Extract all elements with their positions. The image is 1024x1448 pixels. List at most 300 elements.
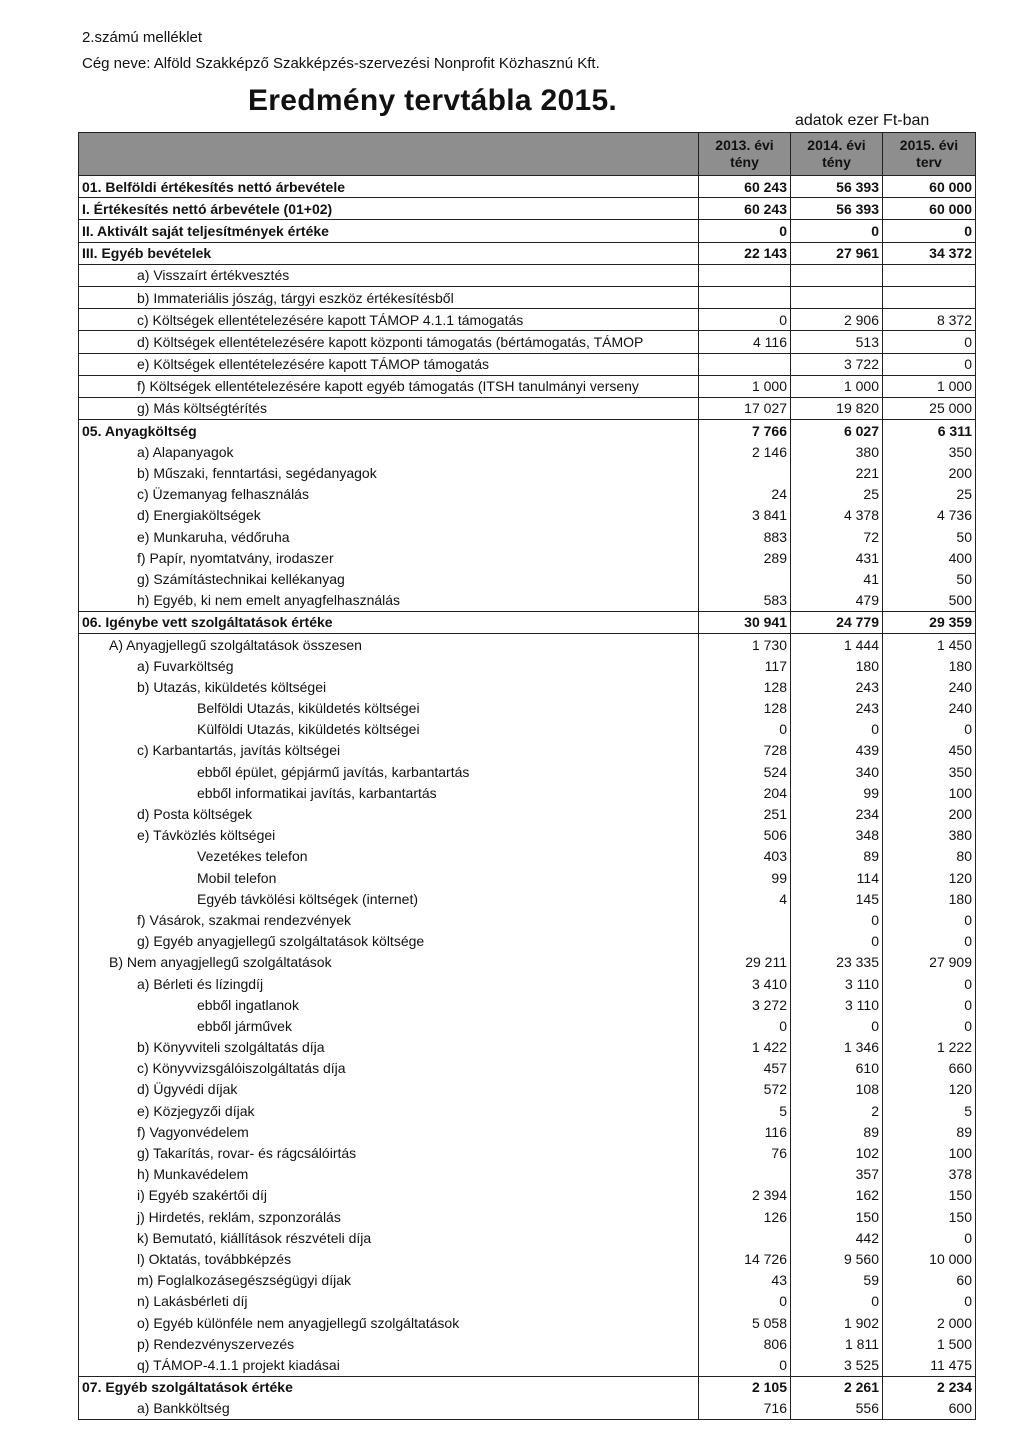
value-2015: 120 [883, 867, 976, 888]
value-2013: 5 058 [699, 1312, 791, 1333]
value-2014: 439 [791, 740, 883, 761]
table-row [79, 242, 976, 264]
value-2015: 660 [883, 1058, 976, 1079]
value-2015: 240 [883, 698, 976, 719]
table-row [79, 1398, 976, 1420]
value-2013: 4 [699, 888, 791, 909]
value-2013: 251 [699, 803, 791, 824]
table-row [79, 1227, 976, 1248]
table-row [79, 782, 976, 803]
value-2013: 43 [699, 1270, 791, 1291]
value-2015: 2 000 [883, 1312, 976, 1333]
result-plan-table [78, 132, 976, 1420]
table-row [79, 633, 976, 655]
col-header-2015-year: 2015. évi [899, 137, 959, 153]
value-2013: 30 941 [699, 611, 791, 633]
table-row [79, 719, 976, 740]
table-row [79, 353, 976, 375]
value-2015: 80 [883, 846, 976, 867]
value-2014: 0 [791, 909, 883, 930]
value-2015: 4 736 [883, 505, 976, 526]
value-2015: 1 500 [883, 1333, 976, 1354]
value-2015: 0 [883, 353, 976, 375]
table-row [79, 309, 976, 331]
value-2014: 1 000 [791, 375, 883, 397]
value-2014: 513 [791, 331, 883, 353]
row-label: d) Posta költségek [79, 803, 699, 824]
row-label: a) Alapanyagok [79, 441, 699, 462]
value-2015: 0 [883, 973, 976, 994]
value-2014: 3 110 [791, 973, 883, 994]
value-2014: 180 [791, 655, 883, 676]
table-row [79, 952, 976, 973]
table-row [79, 1142, 976, 1163]
value-2013 [699, 286, 791, 308]
row-label: g) Takarítás, rovar- és rágcsálóirtás [79, 1142, 699, 1163]
value-2013: 806 [699, 1333, 791, 1354]
col-header-2015 [883, 133, 976, 176]
value-2014: 442 [791, 1227, 883, 1248]
row-label: h) Munkavédelem [79, 1164, 699, 1185]
value-2013: 3 272 [699, 994, 791, 1015]
row-label: g) Egyéb anyagjellegű szolgáltatások költsége [79, 931, 699, 952]
row-label: Egyéb távkölési költségek (internet) [79, 888, 699, 909]
table-row [79, 1079, 976, 1100]
value-2014: 99 [791, 782, 883, 803]
value-2013 [699, 931, 791, 952]
value-2014: 2 [791, 1100, 883, 1121]
table-row [79, 803, 976, 824]
value-2013: 3 841 [699, 505, 791, 526]
row-label: e) Távközlés költségei [79, 825, 699, 846]
value-2014: 56 393 [791, 176, 883, 198]
table-row [79, 375, 976, 397]
value-2013: 2 146 [699, 441, 791, 462]
table-row [79, 505, 976, 526]
value-2015: 50 [883, 568, 976, 589]
value-2013: 883 [699, 526, 791, 547]
value-2015: 450 [883, 740, 976, 761]
table-row [79, 397, 976, 419]
row-label: b) Könyvviteli szolgáltatás díja [79, 1037, 699, 1058]
row-label: Belföldi Utazás, kiküldetés költségei [79, 698, 699, 719]
value-2013: 128 [699, 676, 791, 697]
value-2014: 3 722 [791, 353, 883, 375]
row-label: ebből informatikai javítás, karbantartás [79, 782, 699, 803]
value-2015: 29 359 [883, 611, 976, 633]
value-2015: 350 [883, 441, 976, 462]
row-label: d) Költségek ellentételezésére kapott központi támogatás (bértámogatás, TÁMOP [79, 331, 699, 353]
table-row [79, 867, 976, 888]
table-row [79, 761, 976, 782]
table-row [79, 264, 976, 286]
value-2015: 50 [883, 526, 976, 547]
value-2014: 0 [791, 1015, 883, 1036]
table-row [79, 462, 976, 483]
value-2013: 76 [699, 1142, 791, 1163]
row-label: Mobil telefon [79, 867, 699, 888]
table-row [79, 740, 976, 761]
row-label: I. Értékesítés nettó árbevétele (01+02) [79, 198, 699, 220]
value-2015: 180 [883, 655, 976, 676]
value-2014: 1 811 [791, 1333, 883, 1354]
value-2015: 0 [883, 909, 976, 930]
table-row [79, 484, 976, 505]
value-2013: 716 [699, 1398, 791, 1420]
value-2014: 4 378 [791, 505, 883, 526]
col-header-2013 [699, 133, 791, 176]
row-label: h) Egyéb, ki nem emelt anyagfelhasználás [79, 590, 699, 612]
value-2013: 289 [699, 547, 791, 568]
table-row [79, 590, 976, 612]
value-2014: 431 [791, 547, 883, 568]
row-label: g) Számítástechnikai kellékanyag [79, 568, 699, 589]
value-2013: 29 211 [699, 952, 791, 973]
value-2013 [699, 568, 791, 589]
table-row [79, 973, 976, 994]
value-2013: 583 [699, 590, 791, 612]
table-row [79, 220, 976, 242]
value-2013: 403 [699, 846, 791, 867]
value-2015: 60 [883, 1270, 976, 1291]
value-2013: 126 [699, 1206, 791, 1227]
value-2015: 0 [883, 719, 976, 740]
table-row [79, 1121, 976, 1142]
value-2014: 102 [791, 1142, 883, 1163]
row-label: q) TÁMOP-4.1.1 projekt kiadásai [79, 1354, 699, 1376]
value-2015: 150 [883, 1185, 976, 1206]
value-2013 [699, 1164, 791, 1185]
value-2015: 89 [883, 1121, 976, 1142]
value-2015: 200 [883, 462, 976, 483]
value-2013 [699, 909, 791, 930]
value-2015: 0 [883, 1291, 976, 1312]
value-2015: 2 234 [883, 1376, 976, 1398]
row-label: f) Vagyonvédelem [79, 1121, 699, 1142]
col-header-2013-type: tény [730, 154, 759, 170]
value-2014: 0 [791, 931, 883, 952]
table-row [79, 888, 976, 909]
value-2014: 340 [791, 761, 883, 782]
value-2014: 221 [791, 462, 883, 483]
table-row [79, 1058, 976, 1079]
row-label: e) Munkaruha, védőruha [79, 526, 699, 547]
value-2014: 24 779 [791, 611, 883, 633]
row-label: c) Könyvvizsgálóiszolgáltatás díja [79, 1058, 699, 1079]
table-row [79, 1354, 976, 1376]
col-header-2014-type: tény [822, 154, 851, 170]
value-2013: 506 [699, 825, 791, 846]
value-2015: 0 [883, 331, 976, 353]
value-2013: 0 [699, 1354, 791, 1376]
row-label: a) Bérleti és lízingdíj [79, 973, 699, 994]
value-2014: 610 [791, 1058, 883, 1079]
table-row [79, 441, 976, 462]
row-label: 07. Egyéb szolgáltatások értéke [79, 1376, 699, 1398]
value-2015: 400 [883, 547, 976, 568]
value-2015: 350 [883, 761, 976, 782]
value-2014: 27 961 [791, 242, 883, 264]
row-label: ebből ingatlanok [79, 994, 699, 1015]
row-label: p) Rendezvényszervezés [79, 1333, 699, 1354]
value-2015: 60 000 [883, 198, 976, 220]
row-label: f) Költségek ellentételezésére kapott egyéb támogatás (ITSH tanulmányi verseny [79, 375, 699, 397]
value-2015: 600 [883, 1398, 976, 1420]
value-2014: 162 [791, 1185, 883, 1206]
row-label: c) Költségek ellentételezésére kapott TÁMOP 4.1.1 támogatás [79, 309, 699, 331]
value-2014: 243 [791, 676, 883, 697]
value-2013: 116 [699, 1121, 791, 1142]
table-row [79, 1185, 976, 1206]
value-2015: 0 [883, 994, 976, 1015]
value-2014: 25 [791, 484, 883, 505]
value-2015: 378 [883, 1164, 976, 1185]
value-2014 [791, 286, 883, 308]
row-label: e) Költségek ellentételezésére kapott TÁMOP támogatás [79, 353, 699, 375]
value-2015: 1 000 [883, 375, 976, 397]
row-label: ebből járművek [79, 1015, 699, 1036]
value-2014: 0 [791, 1291, 883, 1312]
table-row [79, 909, 976, 930]
value-2014: 114 [791, 867, 883, 888]
value-2013: 4 116 [699, 331, 791, 353]
value-2013: 1 000 [699, 375, 791, 397]
row-label: a) Visszaírt értékvesztés [79, 264, 699, 286]
table-row [79, 1015, 976, 1036]
value-2013 [699, 264, 791, 286]
row-label: 05. Anyagköltség [79, 420, 699, 442]
value-2015: 6 311 [883, 420, 976, 442]
table-row [79, 1206, 976, 1227]
value-2015: 27 909 [883, 952, 976, 973]
value-2015: 25 000 [883, 397, 976, 419]
value-2015: 0 [883, 1015, 976, 1036]
table-row [79, 1100, 976, 1121]
value-2013: 99 [699, 867, 791, 888]
col-header-2014-year: 2014. évi [807, 137, 866, 153]
table-row [79, 331, 976, 353]
value-2014: 145 [791, 888, 883, 909]
value-2014 [791, 264, 883, 286]
table-row [79, 931, 976, 952]
row-label: b) Immateriális jószág, tárgyi eszköz értékesítésből [79, 286, 699, 308]
value-2014: 41 [791, 568, 883, 589]
value-2014: 2 906 [791, 309, 883, 331]
value-2013: 0 [699, 309, 791, 331]
table-row [79, 547, 976, 568]
value-2013: 0 [699, 220, 791, 242]
row-label: c) Üzemanyag felhasználás [79, 484, 699, 505]
row-label: ebből épület, gépjármű javítás, karbantartás [79, 761, 699, 782]
value-2015: 200 [883, 803, 976, 824]
value-2014: 1 902 [791, 1312, 883, 1333]
page-title: Eredmény tervtábla 2015. [248, 84, 618, 117]
row-label: b) Utazás, kiküldetés költségei [79, 676, 699, 697]
row-label: j) Hirdetés, reklám, szponzorálás [79, 1206, 699, 1227]
table-row [79, 1037, 976, 1058]
value-2014: 234 [791, 803, 883, 824]
value-2015: 11 475 [883, 1354, 976, 1376]
row-label: Külföldi Utazás, kiküldetés költségei [79, 719, 699, 740]
value-2014: 1 346 [791, 1037, 883, 1058]
row-label: d) Energiaköltségek [79, 505, 699, 526]
value-2013: 524 [699, 761, 791, 782]
value-2015: 240 [883, 676, 976, 697]
table-row [79, 611, 976, 633]
row-label: e) Közjegyzői díjak [79, 1100, 699, 1121]
value-2013: 14 726 [699, 1248, 791, 1269]
row-label: g) Más költségtérítés [79, 397, 699, 419]
table-row [79, 1312, 976, 1333]
table-row [79, 286, 976, 308]
value-2014: 6 027 [791, 420, 883, 442]
value-2014: 72 [791, 526, 883, 547]
value-2015: 60 000 [883, 176, 976, 198]
value-2013: 572 [699, 1079, 791, 1100]
table-row [79, 1376, 976, 1398]
table-row [79, 994, 976, 1015]
value-2014: 348 [791, 825, 883, 846]
value-2013 [699, 462, 791, 483]
value-2015 [883, 286, 976, 308]
value-2014: 357 [791, 1164, 883, 1185]
value-2013: 1 422 [699, 1037, 791, 1058]
row-label: l) Oktatás, továbbképzés [79, 1248, 699, 1269]
row-label: Vezetékes telefon [79, 846, 699, 867]
value-2015: 25 [883, 484, 976, 505]
table-row [79, 568, 976, 589]
value-2015: 0 [883, 1227, 976, 1248]
value-2013: 22 143 [699, 242, 791, 264]
value-2013: 2 105 [699, 1376, 791, 1398]
value-2014: 19 820 [791, 397, 883, 419]
row-label: 01. Belföldi értékesítés nettó árbevétele [79, 176, 699, 198]
value-2015: 1 450 [883, 633, 976, 655]
row-label: III. Egyéb bevételek [79, 242, 699, 264]
value-2013: 24 [699, 484, 791, 505]
value-2015: 10 000 [883, 1248, 976, 1269]
row-label: c) Karbantartás, javítás költségei [79, 740, 699, 761]
value-2014: 23 335 [791, 952, 883, 973]
value-2014: 89 [791, 1121, 883, 1142]
table-row [79, 846, 976, 867]
unit-note: adatok ezer Ft-ban [795, 112, 930, 129]
value-2015: 34 372 [883, 242, 976, 264]
value-2014: 56 393 [791, 198, 883, 220]
value-2015: 0 [883, 220, 976, 242]
table-row [79, 1291, 976, 1312]
row-label: m) Foglalkozásegészségügyi díjak [79, 1270, 699, 1291]
value-2014: 1 444 [791, 633, 883, 655]
table-row [79, 176, 976, 198]
value-2013: 7 766 [699, 420, 791, 442]
row-label: f) Papír, nyomtatvány, irodaszer [79, 547, 699, 568]
value-2015: 150 [883, 1206, 976, 1227]
value-2015 [883, 264, 976, 286]
annex-label: 2.számú melléklet [82, 29, 203, 46]
row-label: d) Ügyvédi díjak [79, 1079, 699, 1100]
value-2014: 0 [791, 220, 883, 242]
table-row [79, 676, 976, 697]
value-2014: 3 110 [791, 994, 883, 1015]
row-label: a) Fuvarköltség [79, 655, 699, 676]
value-2015: 500 [883, 590, 976, 612]
value-2013: 17 027 [699, 397, 791, 419]
value-2014: 479 [791, 590, 883, 612]
value-2015: 100 [883, 782, 976, 803]
value-2014: 380 [791, 441, 883, 462]
value-2013: 3 410 [699, 973, 791, 994]
value-2015: 5 [883, 1100, 976, 1121]
value-2013: 128 [699, 698, 791, 719]
table-row [79, 698, 976, 719]
value-2015: 120 [883, 1079, 976, 1100]
value-2013: 60 243 [699, 176, 791, 198]
row-label: k) Bemutató, kiállítások részvételi díja [79, 1227, 699, 1248]
table-row [79, 1248, 976, 1269]
company-name: Cég neve: Alföld Szakképző Szakképzés-szervezési Nonprofit Közhasznú Kft. [82, 55, 600, 72]
col-header-2015-type: terv [916, 154, 942, 170]
row-label: II. Aktivált saját teljesítmények értéke [79, 220, 699, 242]
header-blank-cell [79, 133, 699, 176]
row-label: 06. Igénybe vett szolgáltatások értéke [79, 611, 699, 633]
value-2015: 180 [883, 888, 976, 909]
value-2014: 556 [791, 1398, 883, 1420]
table-row [79, 1333, 976, 1354]
table-row [79, 420, 976, 442]
value-2013: 0 [699, 1015, 791, 1036]
table-row [79, 526, 976, 547]
table-row [79, 1270, 976, 1291]
value-2013 [699, 353, 791, 375]
value-2014: 108 [791, 1079, 883, 1100]
value-2013: 60 243 [699, 198, 791, 220]
table-row [79, 1164, 976, 1185]
value-2013: 0 [699, 1291, 791, 1312]
value-2015: 8 372 [883, 309, 976, 331]
value-2014: 9 560 [791, 1248, 883, 1269]
table-row [79, 198, 976, 220]
col-header-2014 [791, 133, 883, 176]
value-2013 [699, 1227, 791, 1248]
row-label: A) Anyagjellegű szolgáltatások összesen [79, 633, 699, 655]
value-2014: 89 [791, 846, 883, 867]
table-row [79, 825, 976, 846]
value-2015: 0 [883, 931, 976, 952]
value-2013: 117 [699, 655, 791, 676]
value-2013: 728 [699, 740, 791, 761]
value-2013: 1 730 [699, 633, 791, 655]
value-2014: 243 [791, 698, 883, 719]
value-2013: 457 [699, 1058, 791, 1079]
row-label: i) Egyéb szakértői díj [79, 1185, 699, 1206]
value-2015: 1 222 [883, 1037, 976, 1058]
value-2013: 0 [699, 719, 791, 740]
value-2014: 0 [791, 719, 883, 740]
row-label: a) Bankköltség [79, 1398, 699, 1420]
row-label: b) Műszaki, fenntartási, segédanyagok [79, 462, 699, 483]
table-row [79, 655, 976, 676]
value-2014: 2 261 [791, 1376, 883, 1398]
value-2014: 150 [791, 1206, 883, 1227]
value-2013: 2 394 [699, 1185, 791, 1206]
value-2013: 5 [699, 1100, 791, 1121]
value-2014: 3 525 [791, 1354, 883, 1376]
row-label: o) Egyéb különféle nem anyagjellegű szolgáltatások [79, 1312, 699, 1333]
value-2014: 59 [791, 1270, 883, 1291]
col-header-2013-year: 2013. évi [715, 137, 774, 153]
row-label: f) Vásárok, szakmai rendezvények [79, 909, 699, 930]
